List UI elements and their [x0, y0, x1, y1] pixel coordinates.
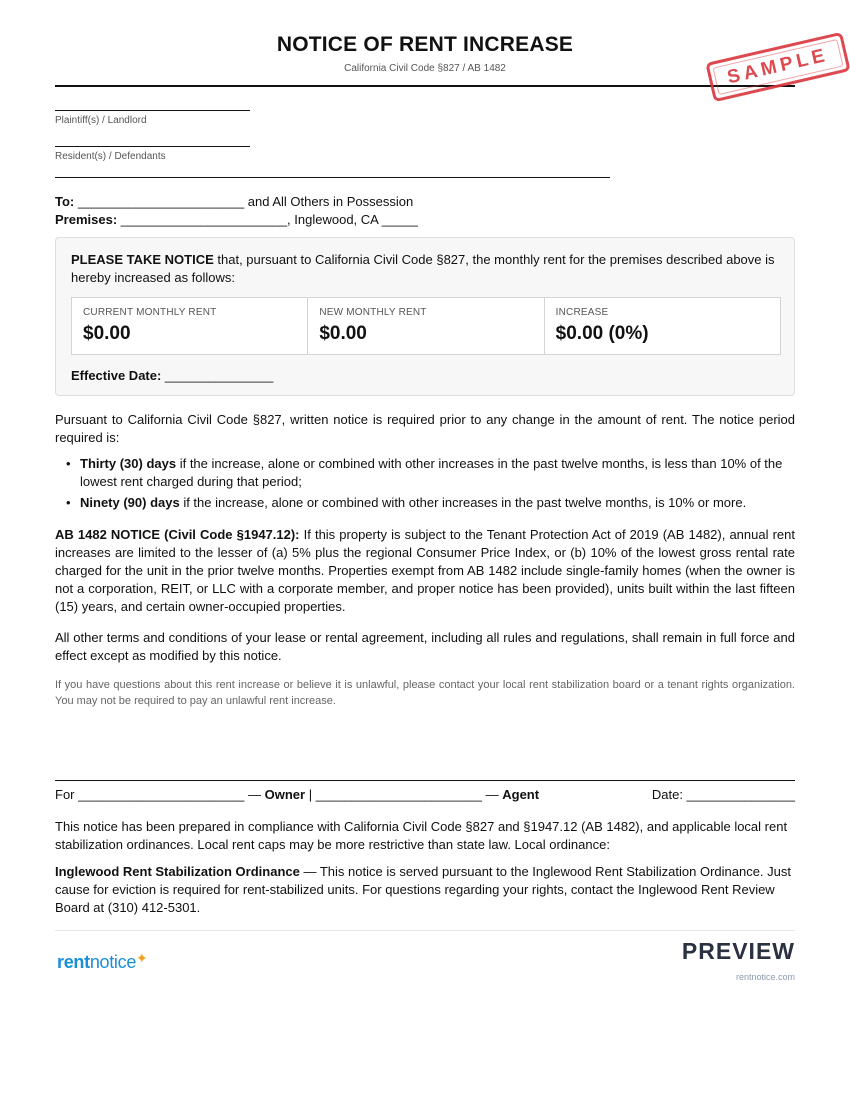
logo-rent: rent [57, 952, 90, 972]
ninety-days-term: Ninety (90) days [80, 495, 180, 510]
sparkle-icon: ✦ [136, 950, 148, 966]
resident-label: Resident(s) / Defendants [55, 151, 166, 162]
compliance-statement: This notice has been prepared in compliance with California Civil Code §827 and §1947.12 (AB 1482), and applicable local rent stabilization ordinances. Local rent caps may be more restrictive than state law. Local ordinance: [55, 819, 788, 852]
to-line [55, 194, 413, 209]
list-item [65, 494, 795, 512]
signature-divider [55, 780, 795, 781]
owner-separator: — [248, 787, 265, 802]
notice-lead-text: that, pursuant to California Civil Code §827, the monthly rent for the premises described above is hereby increased as follows: [71, 252, 775, 285]
resident-line [55, 146, 250, 147]
effective-date [71, 368, 273, 383]
thirty-days-text: if the increase, alone or combined with other increases in the past twelve months, is less than 10% of the lowest rent charged during that period; [80, 456, 783, 489]
new-rent-label: NEW MONTHLY RENT [319, 307, 427, 318]
increase-value: $0.00 (0%) [555, 323, 649, 344]
caption-divider [55, 177, 610, 178]
increase-cell [545, 298, 780, 354]
thirty-days-term: Thirty (30) days [80, 456, 177, 471]
questions-note: If you have questions about this rent increase or believe it is unlawful, please contact your local rent stabilization board or a tenant rights organization. You may not be required to pay an unlawful rent increase. [55, 679, 795, 707]
ab1482-text: If this property is subject to the Tenant Protection Act of 2019 (AB 1482), annual rent increases are limited to the lesser of (a) 5% plus the regional Consumer Price Index, or (b) 10% of the lowest gross rental rate charged for the unit in the prior twelve months. Properties exempt from AB 1482 include single-family homes (when the owner is not a corporation, REIT, or LLC with a corporate member, and proper notice has been provided), units built within the last fifteen (15) years, and certain owner-occupied properties. [55, 527, 795, 614]
document-title: NOTICE OF RENT INCREASE [276, 33, 574, 56]
rentnotice-logo [57, 952, 147, 973]
to-label: To: [55, 194, 75, 209]
signature-date [652, 787, 795, 802]
current-rent-label: CURRENT MONTHLY RENT [83, 307, 217, 318]
increase-label: INCREASE [555, 307, 609, 318]
premises-label: Premises: [55, 212, 118, 227]
rent-table [71, 297, 781, 355]
ordinance-text: — This notice is served pursuant to the Inglewood Rent Stabilization Ordinance. Just cause for eviction is required for rent-stabilized units. For questions regarding your rights, contact the Inglewood Rent Review Board at (310) 412-5301. [55, 864, 791, 915]
agent-label: Agent [502, 787, 540, 802]
to-value: _______________________ and All Others in Possession [74, 194, 414, 209]
date-label: Date: [651, 787, 687, 802]
preview-label: PREVIEW [681, 938, 795, 964]
agent-separator: — [485, 787, 503, 802]
pipe-separator: | [305, 787, 316, 802]
owner-blank: _______________________ [74, 787, 249, 802]
premises-value: _______________________, Inglewood, CA _____ [117, 212, 418, 227]
footer-divider [55, 930, 795, 931]
ab1482-notice [55, 526, 795, 616]
title-divider [55, 85, 795, 87]
premises-line [55, 212, 418, 227]
notice-period-intro: Pursuant to California Civil Code §827, written notice is required prior to any change in the amount of rent. The notice period required is: [55, 412, 795, 445]
agent-blank: _______________________ [315, 787, 486, 802]
notice-lead-bold: PLEASE TAKE NOTICE [71, 252, 214, 267]
current-rent-value: $0.00 [83, 323, 131, 344]
current-rent-cell [72, 298, 308, 354]
new-rent-value: $0.00 [319, 323, 367, 344]
owner-label: Owner [264, 787, 306, 802]
effective-date-label: Effective Date: [71, 368, 162, 383]
landlord-label: Plaintiff(s) / Landlord [55, 115, 147, 126]
list-item [65, 455, 795, 491]
notice-period-list [65, 455, 795, 515]
local-ordinance [55, 863, 795, 917]
rent-increase-box [55, 237, 795, 396]
terms-paragraph: All other terms and conditions of your lease or rental agreement, including all rules and regulations, shall remain in full force and effect except as modified by this notice. [55, 630, 795, 663]
sample-stamp: SAMPLE [705, 32, 850, 102]
ordinance-name: Inglewood Rent Stabilization Ordinance [55, 864, 300, 879]
ab1482-heading: AB 1482 NOTICE (Civil Code §1947.12): [55, 527, 300, 542]
site-url: rentnotice.com [735, 972, 795, 982]
logo-notice: notice [89, 952, 137, 972]
effective-date-value: _______________ [161, 368, 274, 383]
date-blank: _______________ [686, 787, 795, 802]
new-rent-cell [308, 298, 544, 354]
ninety-days-text: if the increase, alone or combined with other increases in the past twelve months, is 10% or more. [179, 495, 747, 510]
for-label: For [55, 787, 75, 802]
signature-row [55, 787, 795, 802]
landlord-line [55, 110, 250, 111]
document-subtitle: California Civil Code §827 / AB 1482 [344, 63, 506, 74]
notice-statement [71, 251, 781, 287]
